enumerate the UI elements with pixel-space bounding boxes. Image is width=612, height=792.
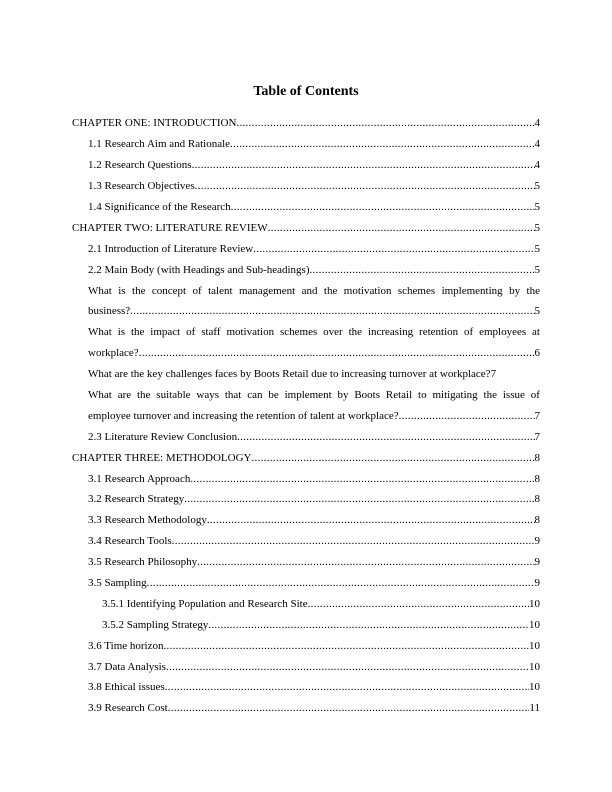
toc-entry-text: What are the key challenges faces by Boots Retail due to increasing turnover at workplace? bbox=[88, 368, 491, 381]
toc-page-number: 8 bbox=[534, 493, 540, 506]
toc-entry-2-2[interactable] bbox=[72, 259, 540, 280]
toc-entry-3-5-sampling[interactable] bbox=[72, 573, 540, 594]
toc-entry-2-1[interactable] bbox=[72, 238, 540, 259]
toc-entry-text: 1.1 Research Aim and Rationale bbox=[88, 138, 231, 151]
toc-word: of bbox=[192, 284, 202, 297]
toc-page-number: 7 bbox=[490, 368, 497, 381]
toc-entry-text: workplace? bbox=[88, 347, 139, 360]
toc-page-number: 5 bbox=[534, 305, 540, 318]
toc-page-number: 9 bbox=[534, 535, 540, 548]
toc-entry-text: 3.5 Sampling bbox=[88, 577, 147, 590]
toc-page-number: 9 bbox=[534, 556, 540, 569]
toc-entry-text: CHAPTER THREE: METHODOLOGY bbox=[72, 451, 252, 464]
toc-word: by bbox=[337, 389, 349, 402]
toc-page-number: 11 bbox=[529, 702, 540, 715]
toc-entry-question-key-challenges[interactable] bbox=[72, 364, 540, 385]
toc-entry-3-9[interactable] bbox=[72, 698, 540, 719]
toc-entry-text: 2.3 Literature Review Conclusion bbox=[88, 430, 238, 443]
toc-page-number: 6 bbox=[534, 347, 540, 360]
toc-entry-1-1[interactable] bbox=[72, 134, 540, 155]
toc-entry-1-3[interactable] bbox=[72, 176, 540, 197]
toc-page-number: 7 bbox=[534, 409, 540, 422]
toc-page-number: 5 bbox=[534, 201, 540, 213]
toc-page-number: 5 bbox=[534, 242, 540, 255]
toc-word: the bbox=[136, 389, 151, 402]
toc-leader-dots bbox=[399, 410, 535, 422]
toc-word: the bbox=[526, 284, 540, 297]
toc-entry-text: 2.1 Introduction of Literature Review bbox=[88, 242, 254, 255]
toc-entry-text: 3.7 Data Analysis bbox=[88, 660, 166, 673]
toc-entry-text: CHAPTER ONE: INTRODUCTION bbox=[72, 117, 237, 130]
toc-entry-3-1[interactable] bbox=[72, 468, 540, 489]
toc-page-number: 10 bbox=[529, 618, 540, 631]
toc-word: Boots bbox=[354, 389, 381, 402]
toc-entry-3-3[interactable] bbox=[72, 510, 540, 531]
toc-word: impact bbox=[150, 326, 181, 339]
toc-entry-1-4[interactable] bbox=[72, 197, 540, 218]
toc-entry-text: 1.2 Research Questions bbox=[88, 159, 192, 172]
toc-leader-dots bbox=[172, 535, 535, 547]
toc-entry-text: 1.4 Significance of the Research bbox=[88, 201, 231, 213]
toc-leader-dots bbox=[253, 243, 534, 255]
toc-word: is bbox=[118, 284, 126, 297]
toc-word: schemes bbox=[280, 326, 318, 339]
toc-entry-question-talent-management[interactable] bbox=[72, 280, 540, 322]
toc-word: Retail bbox=[385, 389, 413, 402]
toc-page-number: 8 bbox=[534, 514, 540, 527]
toc-page-number: 8 bbox=[534, 472, 540, 485]
toc-word: of bbox=[464, 326, 474, 339]
toc-leader-dots bbox=[168, 702, 530, 714]
toc-leader-dots bbox=[192, 159, 535, 171]
toc-entry-text: 3.4 Research Tools bbox=[88, 535, 172, 548]
toc-word: employees bbox=[479, 326, 527, 339]
toc-leader-dots bbox=[130, 305, 534, 317]
toc-leader-dots bbox=[147, 577, 535, 589]
toc-word: of bbox=[530, 389, 540, 402]
toc-entry-3-2[interactable] bbox=[72, 489, 540, 510]
toc-entry-text: 2.2 Main Body (with Headings and Sub-headings) bbox=[88, 263, 310, 276]
toc-leader-dots bbox=[165, 681, 529, 693]
toc-word: What bbox=[88, 389, 112, 402]
toc-leader-dots bbox=[208, 619, 529, 631]
toc-word: What bbox=[88, 326, 112, 339]
toc-entry-3-5-philosophy[interactable] bbox=[72, 552, 540, 573]
toc-leader-dots bbox=[231, 201, 535, 213]
toc-word: the bbox=[483, 389, 497, 402]
toc-page-number: 4 bbox=[534, 117, 540, 130]
toc-leader-dots bbox=[268, 222, 535, 234]
toc-entry-first-line bbox=[88, 280, 540, 301]
toc-leader-dots bbox=[237, 431, 534, 443]
toc-word: to bbox=[418, 389, 427, 402]
toc-entry-text: 3.9 Research Cost bbox=[88, 702, 168, 715]
toc-leader-dots bbox=[207, 514, 535, 526]
toc-word: mitigating bbox=[432, 389, 478, 402]
toc-word: can bbox=[247, 389, 263, 402]
toc-entry-1-2[interactable] bbox=[72, 155, 540, 176]
toc-word: schemes bbox=[397, 284, 436, 297]
toc-leader-dots bbox=[190, 473, 534, 485]
toc-word: concept bbox=[151, 284, 187, 297]
toc-entry-2-3[interactable] bbox=[72, 426, 540, 447]
toc-entry-text: 3.6 Time horizon bbox=[88, 639, 164, 652]
toc-entry-text: 3.1 Research Approach bbox=[88, 472, 191, 485]
toc-word: management bbox=[238, 284, 296, 297]
toc-entry-question-staff-motivation[interactable] bbox=[72, 322, 540, 364]
toc-word: the bbox=[348, 326, 363, 339]
toc-entry-3-6[interactable] bbox=[72, 635, 540, 656]
toc-entry-text: 1.3 Research Objectives bbox=[88, 180, 195, 193]
toc-word: motivation bbox=[343, 284, 392, 297]
toc-entry-text: 3.5.2 Sampling Strategy bbox=[102, 618, 209, 631]
toc-entry-text: CHAPTER TWO: LITERATURE REVIEW bbox=[72, 221, 268, 234]
toc-leader-dots bbox=[163, 640, 529, 652]
toc-word: implementing bbox=[441, 284, 503, 297]
toc-entry-chapter-three[interactable] bbox=[72, 447, 540, 468]
toc-page-number: 10 bbox=[529, 681, 540, 694]
toc-leader-dots bbox=[195, 180, 535, 192]
toc-leader-dots bbox=[139, 347, 535, 359]
toc-entry-text: 3.5.1 Identifying Population and Research Site bbox=[102, 597, 308, 610]
toc-entry-text: 3.5 Research Philosophy bbox=[88, 556, 198, 569]
toc-leader-dots bbox=[236, 117, 534, 129]
toc-entry-3-4[interactable] bbox=[72, 531, 540, 552]
toc-page-number: 7 bbox=[534, 430, 540, 443]
toc-entry-first-line bbox=[88, 385, 540, 406]
toc-page-number: 10 bbox=[529, 597, 540, 610]
toc-page-number: 8 bbox=[534, 451, 540, 464]
toc-word: staff bbox=[201, 326, 221, 339]
toc-entry-3-5-2[interactable] bbox=[72, 614, 540, 635]
toc-word: retention bbox=[419, 326, 459, 339]
toc-word: are bbox=[117, 389, 132, 402]
toc-word: implement bbox=[284, 389, 332, 402]
toc-leader-dots bbox=[184, 493, 534, 505]
toc-word: the bbox=[323, 284, 338, 297]
toc-page-number: 5 bbox=[534, 180, 540, 193]
toc-entry-text: employee turnover and increasing the retention of talent at workplace? bbox=[88, 409, 399, 422]
toc-word: by bbox=[509, 284, 521, 297]
toc-word: issue bbox=[502, 389, 525, 402]
toc-leader-dots bbox=[310, 264, 535, 276]
toc-word: increasing bbox=[367, 326, 414, 339]
toc-leader-dots bbox=[308, 598, 529, 610]
toc-leader-dots bbox=[251, 452, 534, 464]
toc-word: ways bbox=[196, 389, 219, 402]
toc-page-number: 5 bbox=[534, 263, 540, 276]
toc-leader-dots bbox=[197, 556, 534, 568]
toc-entry-text: 3.8 Ethical issues bbox=[88, 681, 165, 694]
toc-word: the bbox=[130, 326, 145, 339]
toc-word: and bbox=[301, 284, 318, 297]
toc-page-number: 5 bbox=[534, 221, 540, 234]
toc-page-number: 4 bbox=[534, 138, 540, 151]
toc-word: What bbox=[88, 284, 112, 297]
toc-word: the bbox=[132, 284, 146, 297]
toc-word: talent bbox=[208, 284, 233, 297]
toc-leader-dots bbox=[166, 661, 529, 673]
toc-leader-dots bbox=[230, 138, 534, 150]
table-of-contents bbox=[72, 113, 540, 719]
toc-word: motivation bbox=[226, 326, 275, 339]
toc-word: of bbox=[186, 326, 196, 339]
toc-entry-question-suitable-ways[interactable] bbox=[72, 385, 540, 427]
toc-entry-first-line bbox=[88, 322, 540, 343]
toc-page-number: 4 bbox=[534, 159, 540, 172]
toc-entry-chapter-two[interactable] bbox=[72, 217, 540, 238]
toc-entry-3-8[interactable] bbox=[72, 677, 540, 698]
toc-title: Table of Contents bbox=[253, 84, 359, 99]
toc-word: be bbox=[268, 389, 279, 402]
toc-word: over bbox=[323, 326, 343, 339]
toc-page-number: 9 bbox=[534, 577, 540, 590]
toc-entry-chapter-one[interactable] bbox=[72, 113, 540, 134]
toc-page-number: 10 bbox=[529, 660, 540, 673]
toc-entry-text: 3.2 Research Strategy bbox=[88, 493, 185, 506]
toc-page-number: 10 bbox=[529, 639, 540, 652]
toc-word: that bbox=[224, 389, 242, 402]
toc-word: at bbox=[532, 326, 540, 339]
toc-entry-text: business? bbox=[88, 305, 131, 318]
toc-entry-text: 3.3 Research Methodology bbox=[88, 514, 207, 527]
toc-word: suitable bbox=[156, 389, 191, 402]
toc-entry-3-5-1[interactable] bbox=[72, 593, 540, 614]
toc-word: is bbox=[117, 326, 126, 339]
toc-entry-3-7[interactable] bbox=[72, 656, 540, 677]
